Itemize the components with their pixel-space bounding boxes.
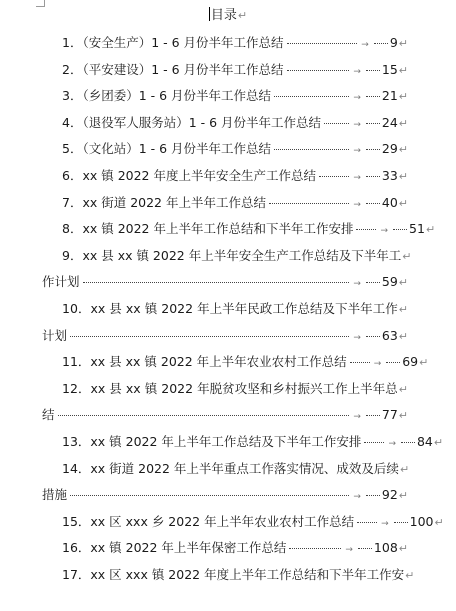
toc-entry[interactable] <box>62 353 429 371</box>
paragraph-mark-icon: ↵ <box>398 90 408 104</box>
dot-leader <box>366 149 380 150</box>
dot-leader <box>70 336 349 337</box>
dot-leader <box>394 522 408 523</box>
toc-entry-text: 7．xx 街道 2022 年上半年工作总结 <box>62 194 266 210</box>
tab-arrow-icon: → <box>361 40 369 50</box>
dot-leader <box>366 415 380 416</box>
toc-entry-text: 结 <box>42 407 55 423</box>
toc-entry[interactable] <box>62 140 408 158</box>
toc-entry[interactable] <box>62 87 408 105</box>
dot-leader <box>366 96 380 97</box>
tab-arrow-icon: → <box>373 359 382 370</box>
toc-entry-continuation[interactable] <box>42 406 408 424</box>
toc-page-number: 15 <box>381 61 398 77</box>
tab-arrow-icon: → <box>353 173 361 183</box>
paragraph-mark-icon: ↵ <box>398 276 408 290</box>
paragraph-mark-icon: ↵ <box>398 303 408 316</box>
paragraph-mark-icon: ↵ <box>398 63 408 77</box>
tab-arrow-icon: → <box>353 146 361 157</box>
dot-leader <box>366 203 380 204</box>
toc-page-number: 108 <box>373 540 398 556</box>
dot-leader <box>386 362 400 363</box>
dot-leader <box>274 149 349 150</box>
toc-entry-text: 12．xx 县 xx 镇 2022 年脱贫攻坚和乡村振兴工作上半年总 <box>62 380 398 396</box>
toc-entry[interactable] <box>62 566 415 584</box>
dot-leader <box>274 96 349 97</box>
paragraph-mark-icon: ↵ <box>398 382 408 396</box>
toc-entry-continuation[interactable] <box>42 273 408 291</box>
toc-entry-continuation[interactable] <box>42 486 408 504</box>
toc-page-number: 63 <box>381 327 398 343</box>
toc-page-number: 24 <box>381 114 398 130</box>
toc-entry-text: 计划 <box>42 327 68 343</box>
paragraph-mark-icon: ↵ <box>398 116 408 130</box>
paragraph-mark-icon: ↵ <box>398 489 408 503</box>
paragraph-mark-icon: ↵ <box>405 569 415 582</box>
toc-entry-text: 17．xx 区 xxx 镇 2022 年度上半年工作总结和下半年工作安 <box>62 567 405 582</box>
dot-leader <box>366 282 380 283</box>
paragraph-mark-icon: ↵ <box>398 329 408 343</box>
page-corner-mark <box>36 0 45 7</box>
tab-arrow-icon: → <box>353 279 361 290</box>
toc-page-number: 92 <box>381 487 398 503</box>
toc-entry-text: 11．xx 县 xx 镇 2022 年上半年农业农村工作总结 <box>62 354 347 370</box>
toc-entry-text: 措施 <box>42 487 68 503</box>
toc-entry-text: 15．xx 区 xxx 乡 2022 年上半年农业农村工作总结 <box>62 513 355 529</box>
toc-entry-text: 16．xx 镇 2022 年上半年保密工作总结 <box>62 540 287 556</box>
dot-leader <box>324 123 349 124</box>
dot-leader <box>357 522 377 523</box>
toc-page-number: 40 <box>381 194 398 210</box>
toc-entry[interactable] <box>62 247 412 265</box>
toc-entry[interactable] <box>62 433 444 451</box>
tab-arrow-icon: → <box>353 332 361 343</box>
toc-entry[interactable] <box>62 61 408 79</box>
toc-page-number: 69 <box>402 354 419 370</box>
paragraph-mark-icon: ↵ <box>398 196 408 210</box>
tab-arrow-icon: → <box>353 492 361 503</box>
dot-leader <box>287 43 358 44</box>
toc-entry-text: 5．（文化站）1 - 6 月份半年工作总结 <box>62 141 272 157</box>
dot-leader <box>366 70 380 71</box>
paragraph-mark-icon: ↵ <box>398 37 408 50</box>
dot-leader <box>319 176 349 177</box>
paragraph-mark-icon: ↵ <box>237 9 248 22</box>
text-cursor <box>209 7 210 21</box>
dot-leader <box>364 442 384 443</box>
toc-entry[interactable] <box>62 460 408 478</box>
toc-entry[interactable] <box>62 194 408 212</box>
toc-page-number: 100 <box>409 513 434 529</box>
paragraph-mark-icon: ↵ <box>398 409 408 423</box>
tab-arrow-icon: → <box>353 119 361 130</box>
toc-page-number: 33 <box>381 168 398 183</box>
dot-leader <box>366 176 380 177</box>
toc-entry-text: 4．（退役军人服务站）1 - 6 月份半年工作总结 <box>62 114 322 130</box>
dot-leader <box>366 336 380 337</box>
paragraph-mark-icon: ↵ <box>425 223 436 237</box>
toc-entry-text: 8．xx 镇 2022 年上半年工作总结和下半年工作安排 <box>62 221 354 237</box>
toc-entry-text: 10．xx 县 xx 镇 2022 年上半年民政工作总结及下半年工作 <box>62 301 398 316</box>
tab-arrow-icon: → <box>353 199 361 210</box>
dot-leader <box>356 229 376 230</box>
toc-entry-text: 6．xx 镇 2022 年度上半年安全生产工作总结 <box>62 168 316 183</box>
dot-leader <box>70 495 349 496</box>
toc-page-number: 51 <box>409 221 425 237</box>
paragraph-mark-icon: ↵ <box>433 436 444 449</box>
toc-entry[interactable] <box>62 220 436 238</box>
toc-title: 目录↵ <box>210 8 248 23</box>
paragraph-mark-icon: ↵ <box>419 356 429 370</box>
dot-leader <box>58 415 350 416</box>
toc-entry[interactable] <box>62 167 408 185</box>
dot-leader <box>366 123 380 124</box>
toc-entry-text: 13．xx 镇 2022 年上半年工作总结及下半年工作安排 <box>62 434 362 449</box>
toc-entry[interactable] <box>62 300 408 318</box>
dot-leader <box>401 442 415 443</box>
dot-leader <box>350 362 370 363</box>
toc-page-number: 21 <box>381 88 398 104</box>
toc-entry[interactable] <box>62 513 444 531</box>
toc-entry-text: 14．xx 街道 2022 年上半年重点工作落实情况、成效及后续 <box>62 460 399 476</box>
tab-arrow-icon: → <box>353 66 361 77</box>
paragraph-mark-icon: ↵ <box>398 143 408 157</box>
toc-entry[interactable] <box>62 114 408 132</box>
toc-entry-text: 1．（安全生产）1 - 6 月份半年工作总结 <box>62 35 284 50</box>
tab-arrow-icon: → <box>345 545 353 556</box>
paragraph-mark-icon: ↵ <box>398 542 408 556</box>
tab-arrow-icon: → <box>353 93 361 104</box>
toc-page-number: 59 <box>381 274 398 290</box>
tab-arrow-icon: → <box>381 518 389 529</box>
dot-leader <box>358 548 372 549</box>
paragraph-mark-icon: ↵ <box>402 249 412 263</box>
toc-page-number: 29 <box>381 141 398 157</box>
toc-entry[interactable] <box>62 34 408 52</box>
paragraph-mark-icon: ↵ <box>399 462 410 476</box>
paragraph-mark-icon: ↵ <box>434 515 444 529</box>
toc-entry[interactable] <box>62 539 408 557</box>
toc-page-number: 9 <box>389 35 398 50</box>
tab-arrow-icon: → <box>388 439 396 449</box>
paragraph-mark-icon: ↵ <box>398 170 408 183</box>
toc-entry-text: 2．（平安建设）1 - 6 月份半年工作总结 <box>62 61 284 77</box>
dot-leader <box>374 43 388 44</box>
dot-leader <box>366 495 380 496</box>
dot-leader <box>287 70 350 71</box>
tab-arrow-icon: → <box>353 412 361 423</box>
dot-leader <box>393 229 407 230</box>
toc-entry-text: 9．xx 县 xx 镇 2022 年上半年安全生产工作总结及下半年工 <box>62 247 402 263</box>
tab-arrow-icon: → <box>380 226 389 237</box>
dot-leader <box>289 548 341 549</box>
toc-page-number: 84 <box>416 434 433 449</box>
toc-entry-text: 作计划 <box>42 274 80 290</box>
toc-entry[interactable] <box>62 380 408 398</box>
toc-entry-text: 3．（乡团委）1 - 6 月份半年工作总结 <box>62 88 272 104</box>
toc-page-number: 77 <box>381 407 398 423</box>
dot-leader <box>83 282 350 283</box>
toc-entry-continuation[interactable] <box>42 327 408 345</box>
dot-leader <box>269 203 349 204</box>
